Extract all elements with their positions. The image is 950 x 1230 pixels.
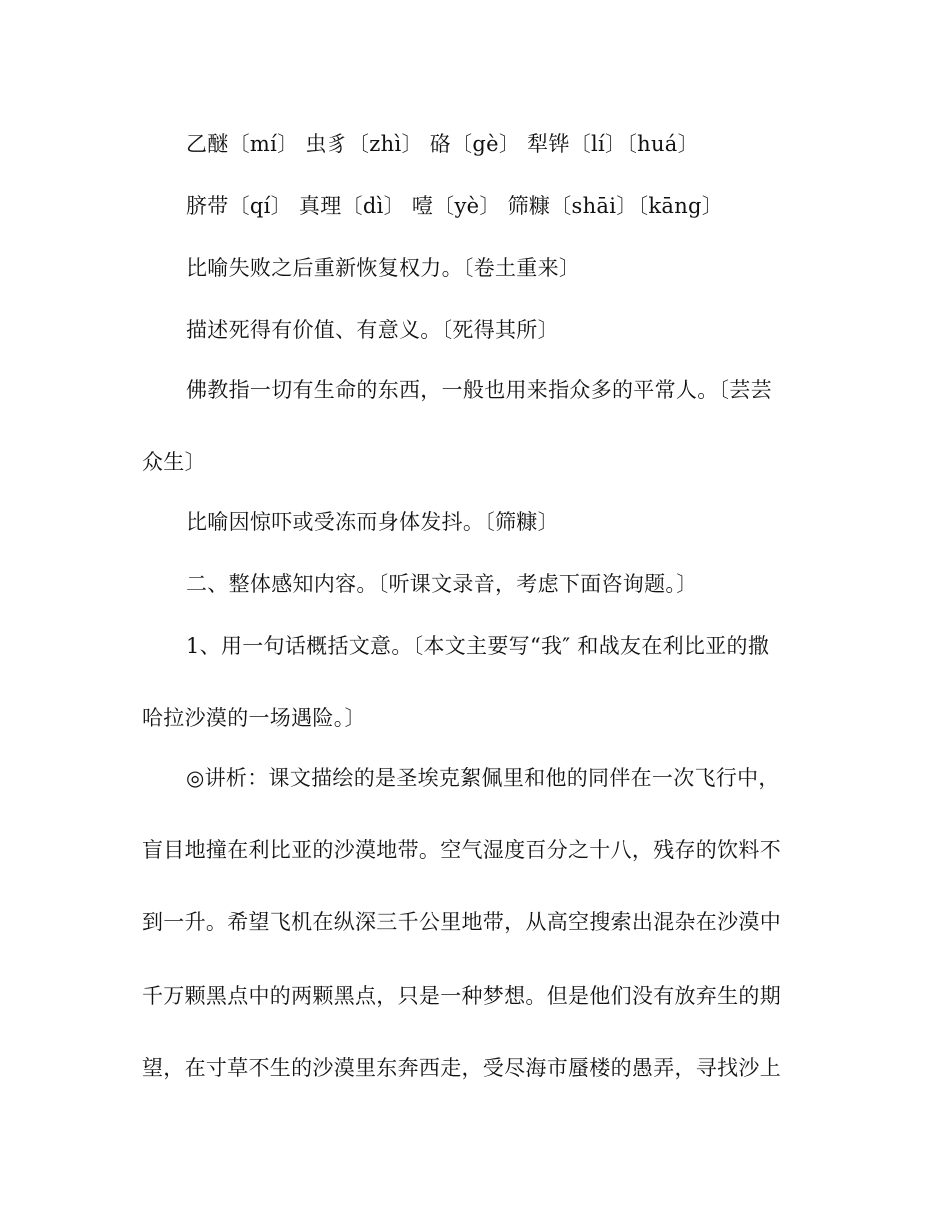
question-1-continued: 哈拉沙漠的一场遇险。〕 <box>142 706 366 730</box>
idiom-definition-4: 比喻因惊吓或受冻而身体发抖。〔筛糠〕 <box>186 510 559 534</box>
idiom-definition-3: 佛教指一切有生命的东西，一般也用来指众多的平常人。〔芸芸 <box>186 378 772 402</box>
idiom-definition-1: 比喻失败之后重新恢复权力。〔卷土重来〕 <box>186 256 581 280</box>
vocab-line-1: 乙醚〔mí〕 虫豸〔zhì〕 硌〔gè〕 犁铧〔lí〕〔huá〕 <box>186 132 699 156</box>
vocab-line-2: 脐带〔qí〕 真理〔dì〕 噎〔yè〕 筛糠〔shāi〕〔kāng〕 <box>186 194 724 218</box>
idiom-definition-2: 描述死得有价值、有意义。〔死得其所〕 <box>186 318 559 342</box>
idiom-definition-3-continued: 众生〕 <box>142 450 206 474</box>
question-1: 1、用一句话概括文意。〔本文主要写“我″ 和战友在利比亚的撒 <box>186 634 770 658</box>
analysis-line-1: ◎讲析：课文描绘的是圣埃克絮佩里和他的同伴在一次飞行中， <box>186 766 780 790</box>
analysis-line-5: 望，在寸草不生的沙漠里东奔西走，受尽海市蜃楼的愚弄，寻找沙上 <box>142 1056 781 1080</box>
analysis-line-2: 盲目地撞在利比亚的沙漠地带。空气湿度百分之十八，残存的饮料不 <box>142 838 781 862</box>
analysis-line-3: 到一升。希望飞机在纵深三千公里地带，从高空搜索出混杂在沙漠中 <box>142 910 781 934</box>
analysis-line-4: 千万颗黑点中的两颗黑点，只是一种梦想。但是他们没有放弃生的期 <box>142 984 781 1008</box>
section-heading: 二、整体感知内容。〔听课文录音，考虑下面咨询题。〕 <box>186 572 698 596</box>
